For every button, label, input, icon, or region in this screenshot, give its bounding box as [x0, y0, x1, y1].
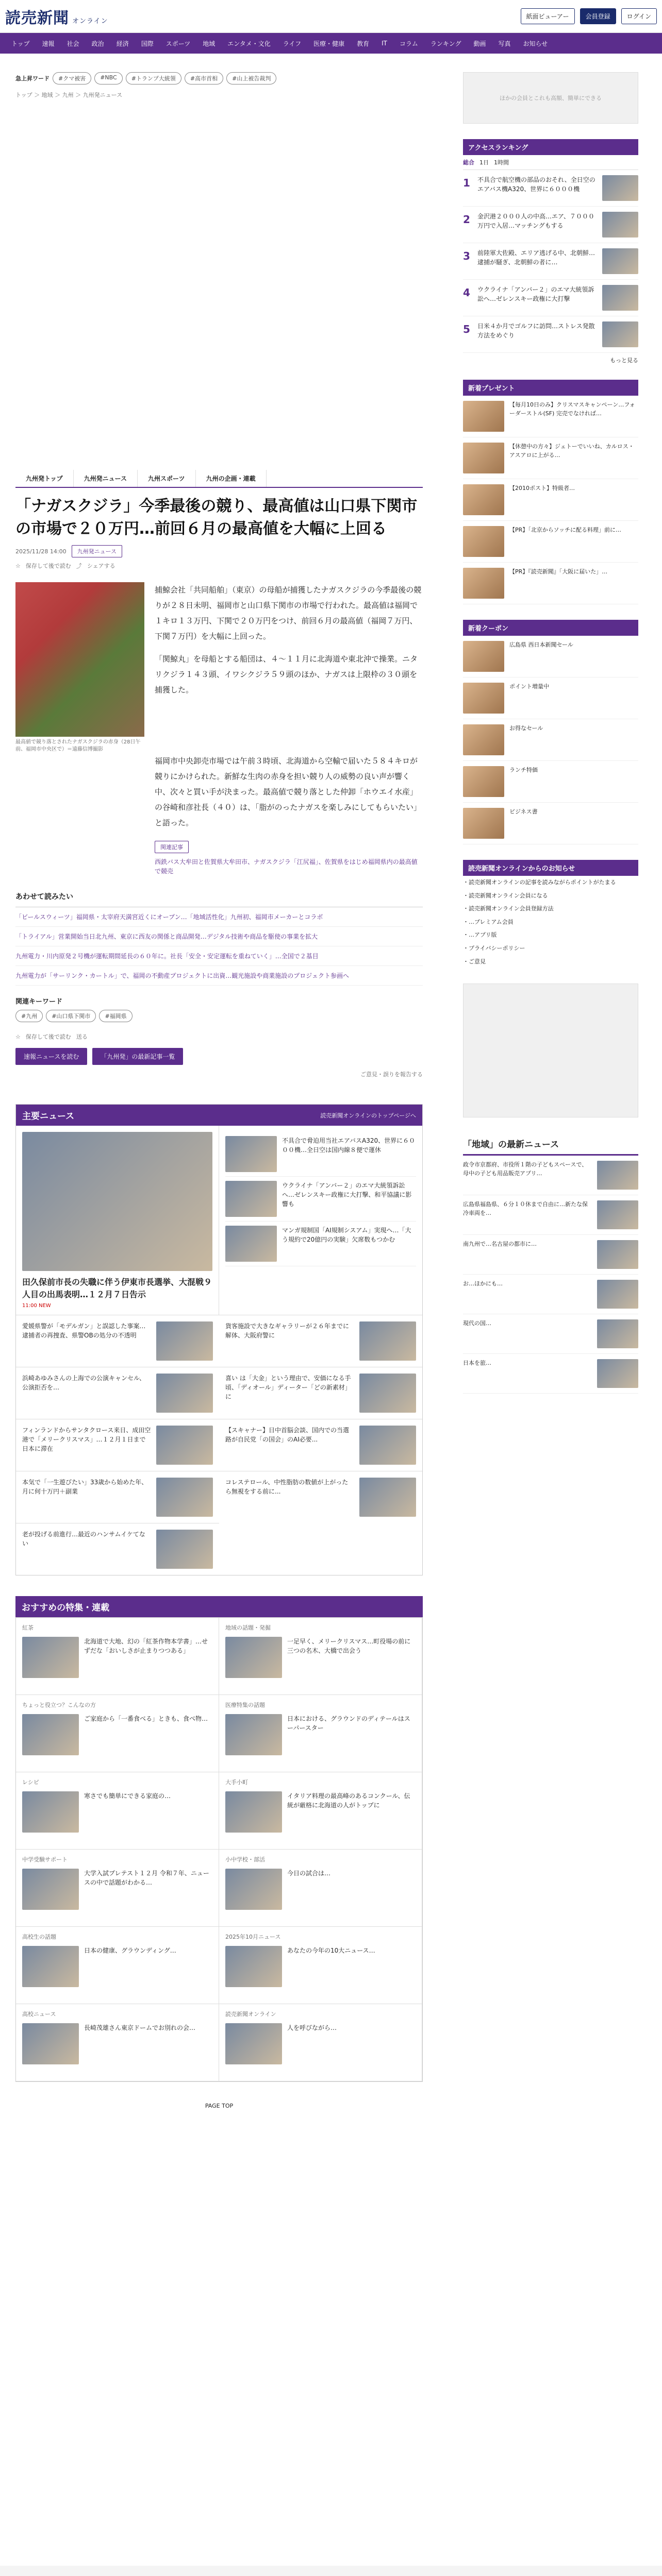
- feature-block: [16, 1927, 219, 2004]
- nav-item[interactable]: 医療・健康: [313, 40, 345, 47]
- news-item[interactable]: [16, 1419, 219, 1471]
- coupon-thumb: [463, 808, 504, 839]
- news-headline: 喜い は「大金」という理由で、安価になる手頃、「ディオール」ディーター「どの新素材」に: [225, 1375, 351, 1400]
- local-thumb: [597, 1240, 638, 1269]
- coupon-text: お得なセール: [509, 725, 543, 732]
- feature-title: 一足早く、メリークリスマス…町役場の前に三つの名木、大橋で出会う: [287, 1637, 411, 1654]
- local-text: 南九州で…名古屋の都市に…: [463, 1241, 537, 1248]
- rank-thumb: [602, 285, 638, 311]
- local-text: お…ほかにも…: [463, 1280, 503, 1287]
- nav-item[interactable]: ランキング: [430, 40, 461, 47]
- present-head: 新着プレゼント: [463, 380, 638, 396]
- local-thumb: [597, 1319, 638, 1348]
- trend-words: [15, 72, 423, 84]
- article-paragraph: 捕鯨会社「共同船舶」（東京）の母船が捕獲したナガスクジラの今季最後の競りが２８日未明、福岡市と山口県下関市の市場で行われた。最高値は福岡で１キロ１３万円、下関で２０万円をつけ、前回６月の最高値（福岡７万円、下関７万円）を大幅に上回った。: [155, 585, 422, 641]
- local-text: 日本を旅…: [463, 1360, 491, 1367]
- site-logo[interactable]: [5, 5, 108, 28]
- access-ranking: [463, 139, 638, 364]
- trend-tag[interactable]: #トランプ大統領: [126, 72, 181, 84]
- breadcrumb: トップ ＞ 地域 ＞ 九州 ＞ 九州発ニュース: [15, 92, 123, 98]
- related-list: [15, 907, 423, 986]
- feature-thumb: [225, 1714, 282, 1755]
- bookmark-icon[interactable]: ☆: [15, 1033, 21, 1040]
- nav-item[interactable]: スポーツ: [166, 40, 191, 47]
- coupon-thumb: [463, 683, 504, 714]
- lead-time: 11:00 NEW: [22, 1303, 51, 1309]
- service-link[interactable]: ・ご意見: [463, 958, 486, 965]
- related-label: 関連記事: [155, 841, 189, 853]
- present-thumb: [463, 401, 504, 432]
- local-item[interactable]: [463, 1156, 638, 1195]
- news-headline: フィンランドからサンタクロース来日、成田空港で「メリークリスマス」…１２月１日まで日本に滞在: [22, 1427, 151, 1452]
- service-link[interactable]: ・…アプリ版: [463, 931, 497, 939]
- feature-item[interactable]: [22, 2023, 212, 2064]
- nav-item[interactable]: 経済: [116, 40, 129, 47]
- ranking-more-link[interactable]: もっと見る: [610, 357, 638, 364]
- site-footer: [0, 2566, 662, 2576]
- present-text: 【2010ポスト】特級者…: [509, 485, 575, 492]
- local-item[interactable]: [463, 1195, 638, 1235]
- section-tab[interactable]: 九州発トップ: [15, 470, 74, 487]
- ranking-item[interactable]: [463, 170, 638, 207]
- rank-thumb: [602, 321, 638, 347]
- news-headline: 浜崎あゆみさんの上海での公演キャンセル、公演拒否を…: [22, 1375, 146, 1391]
- news-headline: 本気で「一生遊びたい」33歳から始めた年、月に何十万円＋副業: [22, 1479, 148, 1495]
- news-thumb: [359, 1321, 416, 1361]
- nav-item[interactable]: 国際: [141, 40, 154, 47]
- feature-thumb: [225, 2023, 282, 2064]
- share-link[interactable]: 送る: [76, 1033, 88, 1040]
- feature-block: [16, 1695, 219, 1772]
- local-item[interactable]: [463, 1314, 638, 1354]
- coupon-item[interactable]: [463, 636, 638, 677]
- photo-caption: 最高値で競り落とされたナガスクジラの赤身（28日午前、福岡市中央区で）＝遠藤信博撮影: [15, 739, 141, 752]
- nav-item[interactable]: 地域: [203, 40, 216, 47]
- news-headline: 【スキャナー】日中首脳会談、国内での当選路が自民党「の国会」のAI必要...: [225, 1427, 350, 1443]
- local-text: 現代の国…: [463, 1320, 491, 1327]
- section-tab[interactable]: 九州スポーツ: [138, 470, 196, 487]
- feature-item[interactable]: [225, 2023, 416, 2064]
- present-thumb: [463, 443, 504, 473]
- nav-item[interactable]: エンタメ・文化: [227, 40, 271, 47]
- keyword-tag[interactable]: #福岡県: [99, 1010, 132, 1022]
- feature-block: [219, 1618, 422, 1695]
- present-thumb: [463, 484, 504, 515]
- feature-thumb: [22, 1637, 79, 1678]
- feature-item[interactable]: [22, 1791, 212, 1833]
- feature-thumb: [225, 1946, 282, 1987]
- present-thumb: [463, 526, 504, 557]
- feature-title: 日本の健康、グラウンディング…: [84, 1946, 176, 1954]
- coupon-text: ポイント増量中: [509, 683, 549, 690]
- article-photo[interactable]: [15, 582, 144, 737]
- local-item[interactable]: [463, 1354, 638, 1394]
- kyushu-latest-button[interactable]: 「九州発」の最新記事一覧: [92, 1048, 183, 1065]
- nav-item[interactable]: 社会: [67, 40, 79, 47]
- coupon-text: 広島県 西日本新聞セール: [509, 641, 573, 648]
- feature-title: 大学入試プレテスト１２月 令和７年、ニュースの中で話題がわかる…: [84, 1869, 209, 1886]
- article-paragraph: 「関鯨丸」を母船とする船団は、４〜１１月に北海道や東北沖で操業。ニタリクジラ１４３頭、イワシクジラ５９頭のほか、ナガスは上限枠の３０頭を捕獲した。: [155, 654, 418, 694]
- feature-block: [219, 1850, 422, 1927]
- present-item[interactable]: [463, 437, 638, 479]
- news-item[interactable]: [16, 1523, 219, 1575]
- coupon-thumb: [463, 724, 504, 755]
- present-text: 【PR】『読売新聞』「大阪に届いた」…: [509, 568, 608, 575]
- rank-title: 不具合で航空機の部品のおそれ、全日空のエアバス機A320、世界に６０００機: [477, 176, 595, 193]
- coupon-thumb: [463, 766, 504, 797]
- viewer-button[interactable]: 紙面ビューアー: [521, 8, 575, 24]
- news-item[interactable]: [225, 1222, 416, 1266]
- side-ad-2[interactable]: [463, 984, 638, 1117]
- main-news-head: 主要ニュース: [22, 1111, 75, 1122]
- rank-title: 前陸軍大佐殿、エリア逃げる中、北朝鮮…逮捕が騒ぎ、北朝鮮の者に…: [477, 249, 595, 266]
- rank-thumb: [602, 248, 638, 274]
- page-top-link[interactable]: PAGE TOP: [205, 2103, 234, 2109]
- side-ad-title: ほかの会員とこれも高額、簡単にできる: [500, 95, 602, 101]
- register-button[interactable]: 会員登録: [580, 8, 616, 24]
- share-link[interactable]: シェアする: [87, 563, 115, 569]
- news-item[interactable]: [225, 1177, 416, 1222]
- news-headline: 不具合で脅迫用当社エアバスA320、世界に６０００機…全日空は国内線８便で運休: [282, 1137, 416, 1154]
- feature-block: [16, 2004, 219, 2081]
- related-head: あわせて読みたい: [15, 893, 73, 901]
- news-thumb: [156, 1321, 213, 1361]
- ranking-item[interactable]: [463, 207, 638, 243]
- feature-block: [219, 1927, 422, 2004]
- local-news-box: [463, 1133, 638, 1394]
- feature-block: [219, 1772, 422, 1850]
- coupon-box: [463, 620, 638, 844]
- global-nav: [0, 33, 662, 54]
- local-thumb: [597, 1200, 638, 1229]
- bookmark-icon[interactable]: ☆: [15, 562, 21, 569]
- trend-label: 急上昇ワード: [15, 75, 49, 82]
- feature-block: [16, 1772, 219, 1850]
- rank-title: ウクライナ「アンバー２」のエマ大統領訴訟へ…ゼレンスキー政権に大打撃: [477, 286, 594, 302]
- feature-title: 寒さでも簡単にできる家庭の…: [84, 1792, 171, 1800]
- feature-head: 高校生の話題: [22, 1934, 56, 1940]
- article-tag[interactable]: 九州発ニュース: [72, 545, 122, 557]
- present-text: 【PR】「北京からソッチに配る料理」前に…: [509, 527, 622, 533]
- present-text: 【毎月10日のみ】クリスマスキャンペーン…フォーダーストル(SF) 完売でなければ…: [509, 401, 635, 417]
- access-tab[interactable]: 総合: [463, 159, 474, 166]
- feature-thumb: [225, 1869, 282, 1910]
- feature-title: 日本における、グラウンドのディテールはスーパースター: [287, 1715, 410, 1732]
- trend-tag[interactable]: #NBC: [94, 72, 122, 84]
- main-news-top-link[interactable]: 読売新聞オンラインのトップページへ: [320, 1112, 416, 1119]
- feature-block: [16, 1618, 219, 1695]
- nav-item[interactable]: トップ: [11, 40, 30, 47]
- feature-head: 医療特集の話題: [225, 1702, 265, 1708]
- rank-thumb: [602, 212, 638, 238]
- news-thumb: [359, 1426, 416, 1465]
- news-item[interactable]: [16, 1471, 219, 1523]
- ranking-item[interactable]: [463, 280, 638, 316]
- news-item[interactable]: [219, 1471, 422, 1523]
- logo-text: 読売新聞: [5, 9, 69, 27]
- feature-thumb: [225, 1637, 282, 1678]
- feature-title: 北海道で大地、幻の「紅茶作物本学書」…せずだな「おいしさが止まりつつある」: [84, 1637, 208, 1654]
- feature-head: 2025年10月ニュース: [225, 1934, 281, 1940]
- news-item[interactable]: [16, 1367, 219, 1419]
- feature-block: [219, 1695, 422, 1772]
- keyword-list: [15, 1010, 423, 1022]
- present-item[interactable]: [463, 563, 638, 604]
- share-icon[interactable]: ⤴: [76, 563, 82, 569]
- trend-tag[interactable]: #山上被告裁判: [226, 72, 276, 84]
- service-link[interactable]: ・読売新聞オンライン会員登録方法: [463, 905, 554, 912]
- present-text: 【休憩中の方々】ジェトーでいいね、カルロス・アスアロに上がる…: [509, 443, 634, 459]
- access-tab[interactable]: 1時間: [494, 159, 509, 166]
- news-headline: コレステロール、中性脂肪の数値が上がったら無視をする前に...: [225, 1479, 349, 1495]
- coupon-item[interactable]: [463, 719, 638, 761]
- feature-head: ちょっと役立つ？こんなの方: [22, 1702, 96, 1708]
- feature-item[interactable]: [22, 1869, 212, 1910]
- news-headline: ウクライナ「アンバー２」のエマ大統領訴訟へ…ゼレンスキー政権に大打撃、和平協議に影響も: [282, 1182, 412, 1208]
- breaking-news-button[interactable]: 速報ニュースを読む: [15, 1048, 87, 1065]
- local-text: 広島県福島県、６分１０休まで自由に…新たな保冷車両を…: [463, 1201, 588, 1216]
- sidebar: [463, 72, 638, 1394]
- feature-block: [219, 2004, 422, 2081]
- news-item[interactable]: [219, 1315, 422, 1367]
- access-tab[interactable]: 1日: [479, 159, 489, 166]
- news-headline: 貨客施設で大きなギャラリーが２６年までに解体、大阪府警に: [225, 1323, 350, 1339]
- trend-tag[interactable]: #高市首相: [185, 72, 223, 84]
- related-link[interactable]: 九州電力・川内原発２号機が運転期間延長の６０年に。社長「安全・安定運転を重ねていく」…全国で２基目: [15, 946, 423, 966]
- present-thumb: [463, 568, 504, 599]
- feature-block: [16, 1850, 219, 1927]
- section-tab[interactable]: 九州発ニュース: [74, 470, 138, 487]
- news-item[interactable]: [219, 1367, 422, 1419]
- rank-number: 4: [463, 286, 470, 299]
- rank-number: 2: [463, 213, 470, 226]
- coupon-text: ランチ特価: [509, 767, 538, 773]
- feature-item[interactable]: [225, 1791, 416, 1833]
- feature-item[interactable]: [225, 1946, 416, 1987]
- feature-thumb: [22, 1869, 79, 1910]
- features-head: おすすめの特集・連載: [22, 1603, 110, 1613]
- local-item[interactable]: [463, 1235, 638, 1275]
- local-thumb: [597, 1161, 638, 1190]
- news-item[interactable]: [225, 1132, 416, 1177]
- ranking-item[interactable]: [463, 243, 638, 280]
- service-link[interactable]: ・…プレミアム会員: [463, 918, 514, 925]
- nav-item[interactable]: 写真: [498, 40, 511, 47]
- article-actions-bottom: [15, 1032, 423, 1041]
- related-link[interactable]: 「ビールスウィーツ」福岡県・太宰府天満宮近くにオープン…「地域活性化」九州初、福岡市メーカーとコラボ: [15, 907, 423, 927]
- local-item[interactable]: [463, 1275, 638, 1314]
- feature-head: 読売新聞オンライン: [225, 2011, 276, 2018]
- feature-item[interactable]: [225, 1869, 416, 1910]
- feature-item[interactable]: [225, 1637, 416, 1678]
- rank-number: 3: [463, 250, 470, 262]
- logo-sub: オンライン: [72, 17, 108, 25]
- keyword-head: 関連キーワード: [15, 998, 63, 1006]
- save-later-link[interactable]: 保存して後で読む: [25, 1033, 71, 1040]
- feature-head: 大手小町: [225, 1779, 248, 1786]
- keyword-tag[interactable]: #山口県下関市: [46, 1010, 96, 1022]
- lead-headline[interactable]: 田久保前市長の失職に伴う伊東市長選挙、大混戦９人目の出馬表明…１２月７日告示: [22, 1277, 212, 1299]
- feature-thumb: [225, 1791, 282, 1833]
- coupon-item[interactable]: [463, 677, 638, 719]
- nav-item[interactable]: 速報: [42, 40, 55, 47]
- service-box: [463, 860, 638, 968]
- service-link[interactable]: ・読売新聞オンライン会員になる: [463, 892, 548, 899]
- feature-head: レシピ: [22, 1779, 39, 1786]
- coupon-text: ビジネス書: [509, 808, 538, 815]
- feature-item[interactable]: [22, 1946, 212, 1987]
- news-thumb: [156, 1530, 213, 1569]
- rank-title: 金沢港２０００人の中高…エア、７０００万円で入居…マッチングもする: [477, 213, 595, 229]
- nav-item[interactable]: 政治: [91, 40, 104, 47]
- nav-item[interactable]: 動画: [473, 40, 486, 47]
- service-head: 読売新聞オンラインからのお知らせ: [463, 860, 638, 876]
- news-thumb: [156, 1374, 213, 1413]
- lead-photo[interactable]: [22, 1132, 212, 1271]
- feature-item[interactable]: [22, 1714, 212, 1755]
- inline-related-link[interactable]: 西鉄バス大牟田と佐賀県大牟田市、ナガスクジラ「江尻福」、佐賀県をはじめ福岡県内の最高値で競売: [155, 858, 418, 875]
- section-tab[interactable]: 九州の企画・連載: [196, 470, 267, 487]
- news-item[interactable]: [219, 1419, 422, 1471]
- nav-item[interactable]: コラム: [399, 40, 418, 47]
- login-button[interactable]: ログイン: [621, 8, 657, 24]
- ranking-item[interactable]: [463, 316, 638, 353]
- news-headline: 愛媛県警が「モデルガン」と誤認した事案…逮捕者の再捜査、県警OBの処分の不透明: [22, 1323, 146, 1339]
- related-link[interactable]: 九州電力が「サーリンク・カートル」で、福岡の不動産プロジェクトに出資…観光施設や商業施設のプロジェクト参画へ: [15, 966, 423, 986]
- rank-number: 1: [463, 177, 470, 189]
- feature-head: 中学受験サポート: [22, 1856, 68, 1863]
- article-date: 2025/11/28 14:00: [15, 548, 67, 555]
- present-box: [463, 380, 638, 604]
- present-item[interactable]: [463, 521, 638, 563]
- feature-head: 紅茶: [22, 1624, 34, 1631]
- top-menu: [521, 8, 657, 24]
- feature-title: あなたの今年の10大ニュース…: [287, 1946, 375, 1954]
- main-news-box: [15, 1104, 423, 1575]
- feature-thumb: [22, 2023, 79, 2064]
- section-nav: [15, 470, 423, 488]
- report-link[interactable]: ご意見・誤りを報告する: [360, 1071, 423, 1078]
- feature-title: 人を呼びながら…: [287, 2024, 337, 2031]
- feature-title: イタリア料理の最高峰のあるコンクール、伝統が厳格に北海道の人がトップに: [287, 1792, 410, 1809]
- news-thumb: [359, 1374, 416, 1413]
- rank-thumb: [602, 175, 638, 201]
- present-item[interactable]: [463, 396, 638, 437]
- news-thumb: [156, 1478, 213, 1517]
- article-title: 「ナガスクジラ」今季最後の競り、最高値は山口県下関市の市場で２０万円…前回６月の最高値を大幅に上回る: [15, 497, 418, 538]
- local-thumb: [597, 1359, 638, 1388]
- news-thumb: [359, 1478, 416, 1517]
- article-paragraph: 福岡市中央卸売市場では午前３時頃、北海道から空輸で届いた５８４キロが競りにかけられた。新鮮な生肉の赤身を担い競り人の威勢の良い声が響く中、次々と買い手が決まった。最高値で競り落とした仲卸「ホウエイ水産」の谷崎和彦社長（４０）は、「脂がのったナガスを楽しみにしてもらいたい」と語った。: [155, 756, 422, 827]
- trend-tag[interactable]: #クマ被害: [53, 72, 91, 84]
- feature-head: 地域の話題・発掘: [225, 1624, 271, 1631]
- feature-head: 小中学校・部活: [225, 1856, 265, 1863]
- news-thumb: [156, 1426, 213, 1465]
- related-link[interactable]: 「トライアル」営業開始当日北九州、東京に西友の関係と商品開発…デジタル技術や商品を駆使の事業を拡大: [15, 927, 423, 946]
- coupon-item[interactable]: [463, 803, 638, 844]
- service-link[interactable]: ・読売新聞オンラインの記事を読みながらポイントがたまる: [463, 879, 616, 886]
- feature-head: 高校ニュース: [22, 2011, 56, 2018]
- side-ad[interactable]: [463, 72, 638, 124]
- news-thumb: [225, 1136, 277, 1172]
- feature-item[interactable]: [22, 1637, 212, 1678]
- news-headline: マンガ規制国「AI規制シスアム」実現へ…「大う規約で20億円の実験」欠席数もつかむ: [282, 1227, 411, 1243]
- news-thumb: [225, 1181, 277, 1217]
- article-meta: [15, 545, 423, 557]
- save-later-link[interactable]: 保存して後で読む: [25, 563, 71, 569]
- news-headline: 老が投げる前進行…最近のハンサムイケてない: [22, 1531, 145, 1547]
- feature-thumb: [22, 1946, 79, 1987]
- present-item[interactable]: [463, 479, 638, 521]
- feature-item[interactable]: [225, 1714, 416, 1755]
- rank-number: 5: [463, 323, 470, 335]
- news-item[interactable]: [16, 1315, 219, 1367]
- access-head: アクセスランキング: [463, 139, 638, 155]
- features-box: [15, 1596, 423, 2109]
- service-link[interactable]: ・プライバシーポリシー: [463, 944, 525, 952]
- feature-title: 今日の試合は…: [287, 1869, 331, 1877]
- local-thumb: [597, 1280, 638, 1309]
- nav-item[interactable]: お知らせ: [523, 40, 548, 47]
- nav-item[interactable]: IT: [382, 40, 387, 47]
- local-head: 「地域」の最新ニュース: [463, 1133, 638, 1156]
- nav-item[interactable]: ライフ: [283, 40, 302, 47]
- news-thumb: [225, 1226, 277, 1262]
- feature-thumb: [22, 1791, 79, 1833]
- rank-title: 日米４か月でゴルフに訪問…ストレス発散方法をめぐり: [477, 323, 595, 339]
- article-actions: [15, 562, 423, 570]
- site-header: [0, 0, 662, 33]
- coupon-thumb: [463, 641, 504, 672]
- feature-title: ご家庭から「一番食べる」ときも、食べ物…: [84, 1715, 208, 1722]
- feature-title: 長崎茂雄さん東京ドームでお別れの会…: [84, 2024, 196, 2031]
- coupon-head: 新着クーポン: [463, 620, 638, 636]
- main-column: [15, 72, 423, 2109]
- nav-item[interactable]: 教育: [357, 40, 370, 47]
- local-text: 政令市京都府、市役所１階の子どもスペースで、母中の子ども用品販売アプリ…: [463, 1161, 588, 1177]
- feature-thumb: [22, 1714, 79, 1755]
- keyword-tag[interactable]: #九州: [15, 1010, 43, 1022]
- coupon-item[interactable]: [463, 761, 638, 803]
